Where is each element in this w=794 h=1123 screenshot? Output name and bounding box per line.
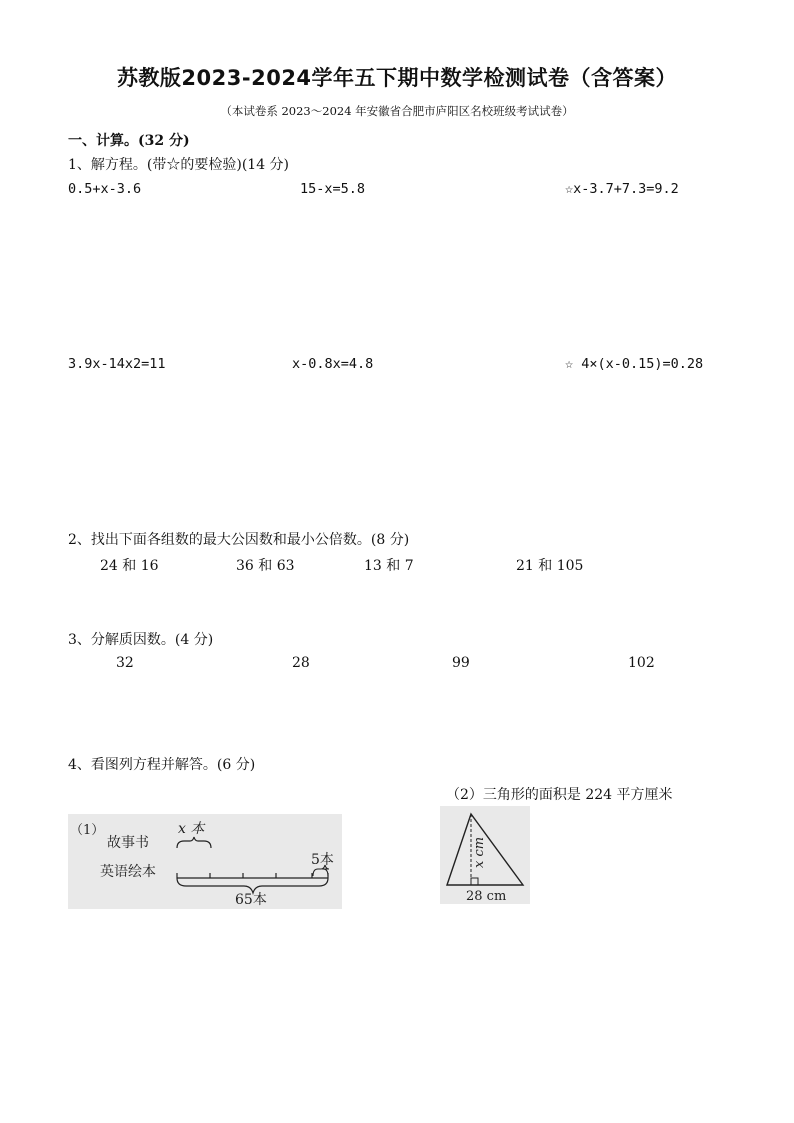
- height-label: x cm: [472, 836, 487, 868]
- factor-number-3: 99: [452, 655, 470, 671]
- factor-number-1: 32: [116, 655, 134, 671]
- equation-5: x-0.8x=4.8: [292, 356, 374, 372]
- section-heading-calc: 一、计算。(32 分): [68, 133, 190, 149]
- storybook-brace: [177, 837, 211, 848]
- equation-4: 3.9x-14x2=11: [68, 356, 166, 372]
- equation-6: ☆ 4×(x-0.15)=0.28: [565, 356, 704, 372]
- question-4-label: 4、看图列方程并解答。(6 分): [68, 757, 256, 773]
- figure-2-caption: （2）三角形的面积是 224 平方厘米: [446, 787, 673, 803]
- question-3-label: 3、分解质因数。(4 分): [68, 632, 214, 648]
- figure-2-triangle: [440, 806, 530, 904]
- equation-3: ☆x-3.7+7.3=9.2: [565, 181, 679, 197]
- page-title: 苏教版2023-2024学年五下期中数学检测试卷（含答案）: [116, 66, 678, 90]
- base-label: 28 cm: [466, 889, 507, 904]
- equation-2: 15-x=5.8: [300, 181, 366, 197]
- factor-number-2: 28: [292, 655, 310, 671]
- page-subtitle: （本试卷系 2023～2024 年安徽省合肥市庐阳区名校班级考试试卷）: [220, 104, 574, 118]
- storybook-label: 故事书: [107, 835, 149, 851]
- extra-value: 5本: [311, 852, 334, 868]
- factor-number-4: 102: [628, 655, 655, 671]
- question-2-label: 2、找出下面各组数的最大公因数和最小公倍数。(8 分): [68, 532, 410, 548]
- english-picturebook-label: 英语绘本: [100, 864, 156, 880]
- question-1-label: 1、解方程。(带☆的要检验)(14 分): [68, 157, 290, 173]
- total-value: 65本: [235, 892, 267, 908]
- figure-1-tag: （1）: [70, 823, 105, 838]
- number-pair-2: 36 和 63: [236, 558, 295, 574]
- equation-1: 0.5+x-3.6: [68, 181, 142, 197]
- total-brace: [177, 878, 328, 893]
- storybook-value: x 本: [178, 821, 205, 837]
- figure-1-segment-diagram: [68, 814, 342, 909]
- right-angle-mark: [471, 878, 478, 885]
- number-pair-1: 24 和 16: [100, 558, 159, 574]
- number-pair-4: 21 和 105: [516, 558, 584, 574]
- number-pair-3: 13 和 7: [364, 558, 414, 574]
